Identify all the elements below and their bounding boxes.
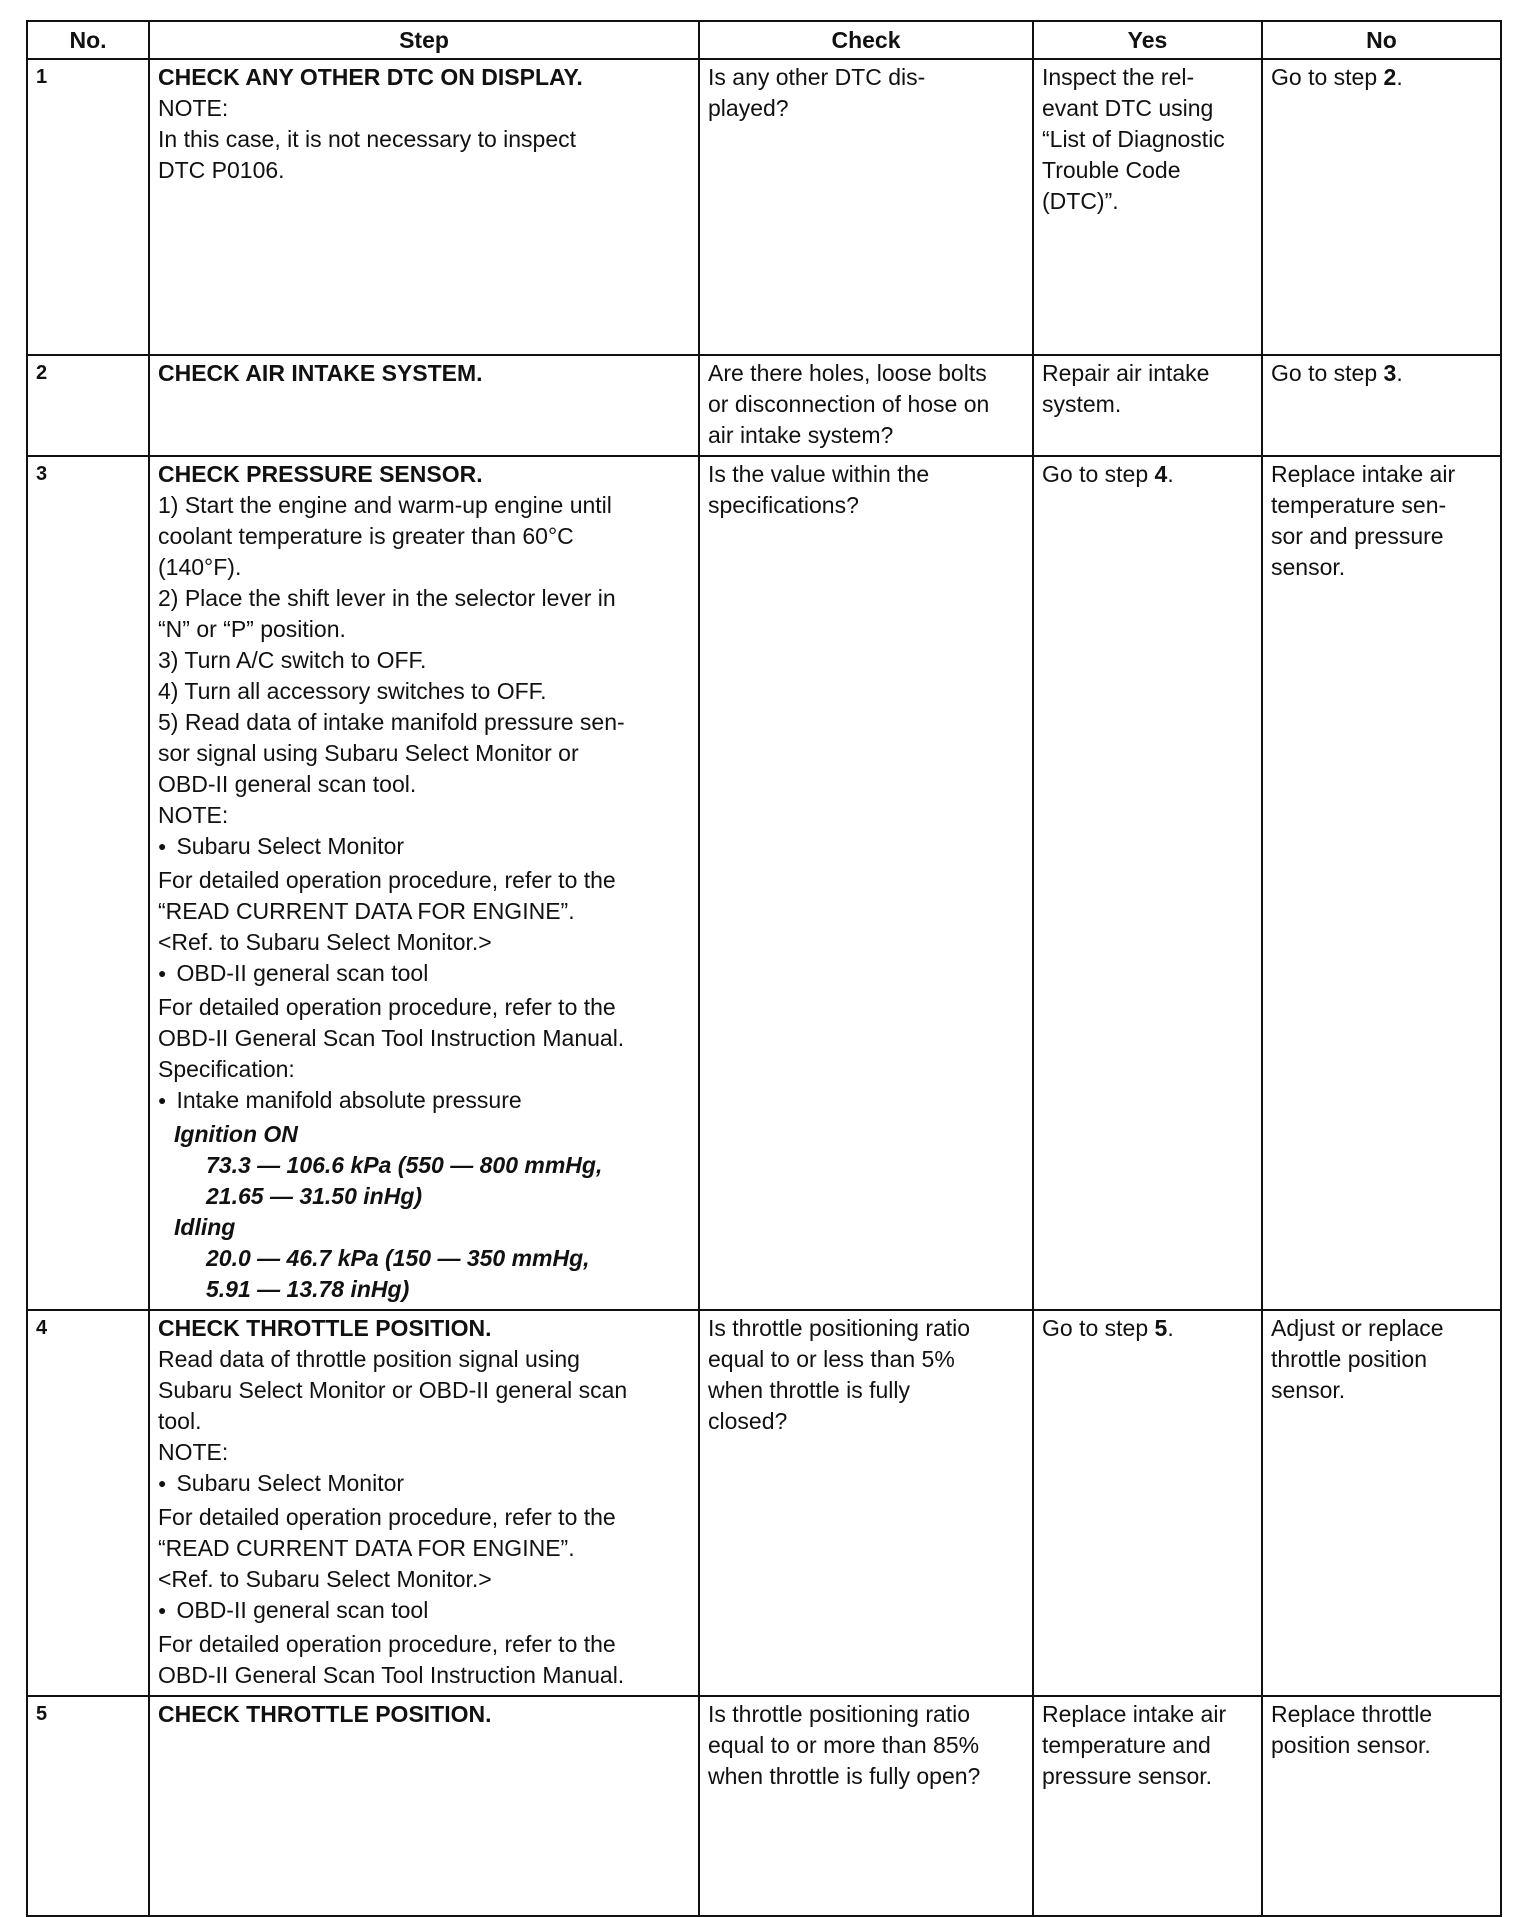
check-cell: Is throttle positioning ratio equal to or less than 5% when throttle is fully closed? (699, 1310, 1033, 1696)
step-line: OBD-II general scan tool. (158, 771, 417, 797)
no-cell: Replace intake air temperature sen- sor and pressure sensor. (1262, 456, 1501, 1310)
check-cell: Are there holes, loose bolts or disconnection of hose on air intake system? (699, 355, 1033, 456)
step-title: CHECK THROTTLE POSITION. (158, 1701, 492, 1727)
table-row (27, 355, 1501, 456)
no-prefix: Go to step (1271, 360, 1384, 386)
header-yes: Yes (1033, 21, 1262, 59)
step-line: “READ CURRENT DATA FOR ENGINE”. (158, 898, 575, 924)
diagnostic-table (26, 20, 1502, 1917)
no-cell (1262, 59, 1501, 355)
step-line: OBD-II General Scan Tool Instruction Manual. (158, 1662, 625, 1688)
spec-idling-value: 5.91 — 13.78 inHg) (206, 1276, 410, 1302)
header-check: Check (699, 21, 1033, 59)
bullet-item: ● Subaru Select Monitor (158, 1468, 690, 1502)
step-cell (149, 355, 699, 456)
bullet-item: ● OBD-II general scan tool (158, 958, 690, 992)
table-row (27, 456, 1501, 1310)
header-step: Step (149, 21, 699, 59)
step-line: 1) Start the engine and warm-up engine until (158, 492, 612, 518)
yes-step-ref: 4 (1154, 461, 1168, 487)
step-line: 4) Turn all accessory switches to OFF. (158, 678, 547, 704)
yes-cell: Inspect the rel- evant DTC using “List of Diagnostic Trouble Code (DTC)”. (1033, 59, 1262, 355)
yes-cell: Replace intake air temperature and pressure sensor. (1033, 1696, 1262, 1916)
no-cell: Adjust or replace throttle position sensor. (1262, 1310, 1501, 1696)
no-step-ref: 3 (1383, 360, 1397, 386)
no-cell: Replace throttle position sensor. (1262, 1696, 1501, 1916)
step-line: NOTE: (158, 802, 229, 828)
header-no-result: No (1262, 21, 1501, 59)
step-title: CHECK ANY OTHER DTC ON DISPLAY. (158, 64, 583, 90)
yes-prefix: Go to step (1042, 461, 1155, 487)
step-number: 1 (27, 59, 149, 355)
step-line: (140°F). (158, 554, 242, 580)
yes-suffix: . (1167, 461, 1174, 487)
step-line: Specification: (158, 1056, 295, 1082)
bullet-item: ● Subaru Select Monitor (158, 831, 690, 865)
step-line: NOTE: (158, 95, 229, 121)
yes-cell (1033, 456, 1262, 1310)
step-line: <Ref. to Subaru Select Monitor.> (158, 929, 492, 955)
step-number: 2 (27, 355, 149, 456)
step-line: 2) Place the shift lever in the selector lever in (158, 585, 616, 611)
step-line: NOTE: (158, 1439, 229, 1465)
spec-ignition-value: 21.65 — 31.50 inHg) (206, 1183, 423, 1209)
bullet-item: ● Intake manifold absolute pressure (158, 1085, 690, 1119)
step-cell (149, 1310, 699, 1696)
no-cell (1262, 355, 1501, 456)
step-line: For detailed operation procedure, refer to the (158, 994, 616, 1020)
check-cell: Is any other DTC dis- played? (699, 59, 1033, 355)
table-row (27, 59, 1501, 355)
spec-idling-label: Idling (174, 1214, 236, 1240)
header-no: No. (27, 21, 149, 59)
yes-step-ref: 5 (1154, 1315, 1168, 1341)
step-line: “N” or “P” position. (158, 616, 346, 642)
table-row (27, 1310, 1501, 1696)
step-line: “READ CURRENT DATA FOR ENGINE”. (158, 1535, 575, 1561)
header-row (27, 21, 1501, 59)
step-line: For detailed operation procedure, refer to the (158, 1504, 616, 1530)
step-cell (149, 456, 699, 1310)
step-line: OBD-II General Scan Tool Instruction Manual. (158, 1025, 625, 1051)
step-line: tool. (158, 1408, 202, 1434)
step-title: CHECK PRESSURE SENSOR. (158, 461, 483, 487)
step-number: 3 (27, 456, 149, 1310)
check-cell: Is throttle positioning ratio equal to or more than 85% when throttle is fully open? (699, 1696, 1033, 1916)
step-line: <Ref. to Subaru Select Monitor.> (158, 1566, 492, 1592)
step-line: In this case, it is not necessary to inspect (158, 126, 577, 152)
yes-cell: Repair air intake system. (1033, 355, 1262, 456)
step-line: 3) Turn A/C switch to OFF. (158, 647, 427, 673)
step-line: Subaru Select Monitor or OBD-II general scan (158, 1377, 628, 1403)
yes-prefix: Go to step (1042, 1315, 1155, 1341)
yes-cell (1033, 1310, 1262, 1696)
spec-ignition-label: Ignition ON (174, 1121, 298, 1147)
spec-idling-value: 20.0 — 46.7 kPa (150 — 350 mmHg, (206, 1245, 590, 1271)
step-line: For detailed operation procedure, refer to the (158, 1631, 616, 1657)
no-suffix: . (1396, 64, 1403, 90)
step-title: CHECK AIR INTAKE SYSTEM. (158, 360, 483, 386)
spec-ignition-value: 73.3 — 106.6 kPa (550 — 800 mmHg, (206, 1152, 603, 1178)
no-prefix: Go to step (1271, 64, 1384, 90)
step-line: 5) Read data of intake manifold pressure sen- (158, 709, 625, 735)
step-line: For detailed operation procedure, refer to the (158, 867, 616, 893)
step-cell (149, 1696, 699, 1916)
step-cell (149, 59, 699, 355)
step-line: coolant temperature is greater than 60°C (158, 523, 574, 549)
step-line: Read data of throttle position signal using (158, 1346, 580, 1372)
yes-suffix: . (1167, 1315, 1174, 1341)
no-suffix: . (1396, 360, 1403, 386)
no-step-ref: 2 (1383, 64, 1397, 90)
step-number: 5 (27, 1696, 149, 1916)
step-line: sor signal using Subaru Select Monitor or (158, 740, 579, 766)
bullet-item: ● OBD-II general scan tool (158, 1595, 690, 1629)
table-row (27, 1696, 1501, 1916)
step-number: 4 (27, 1310, 149, 1696)
step-title: CHECK THROTTLE POSITION. (158, 1315, 492, 1341)
step-line: DTC P0106. (158, 157, 285, 183)
check-cell: Is the value within the specifications? (699, 456, 1033, 1310)
